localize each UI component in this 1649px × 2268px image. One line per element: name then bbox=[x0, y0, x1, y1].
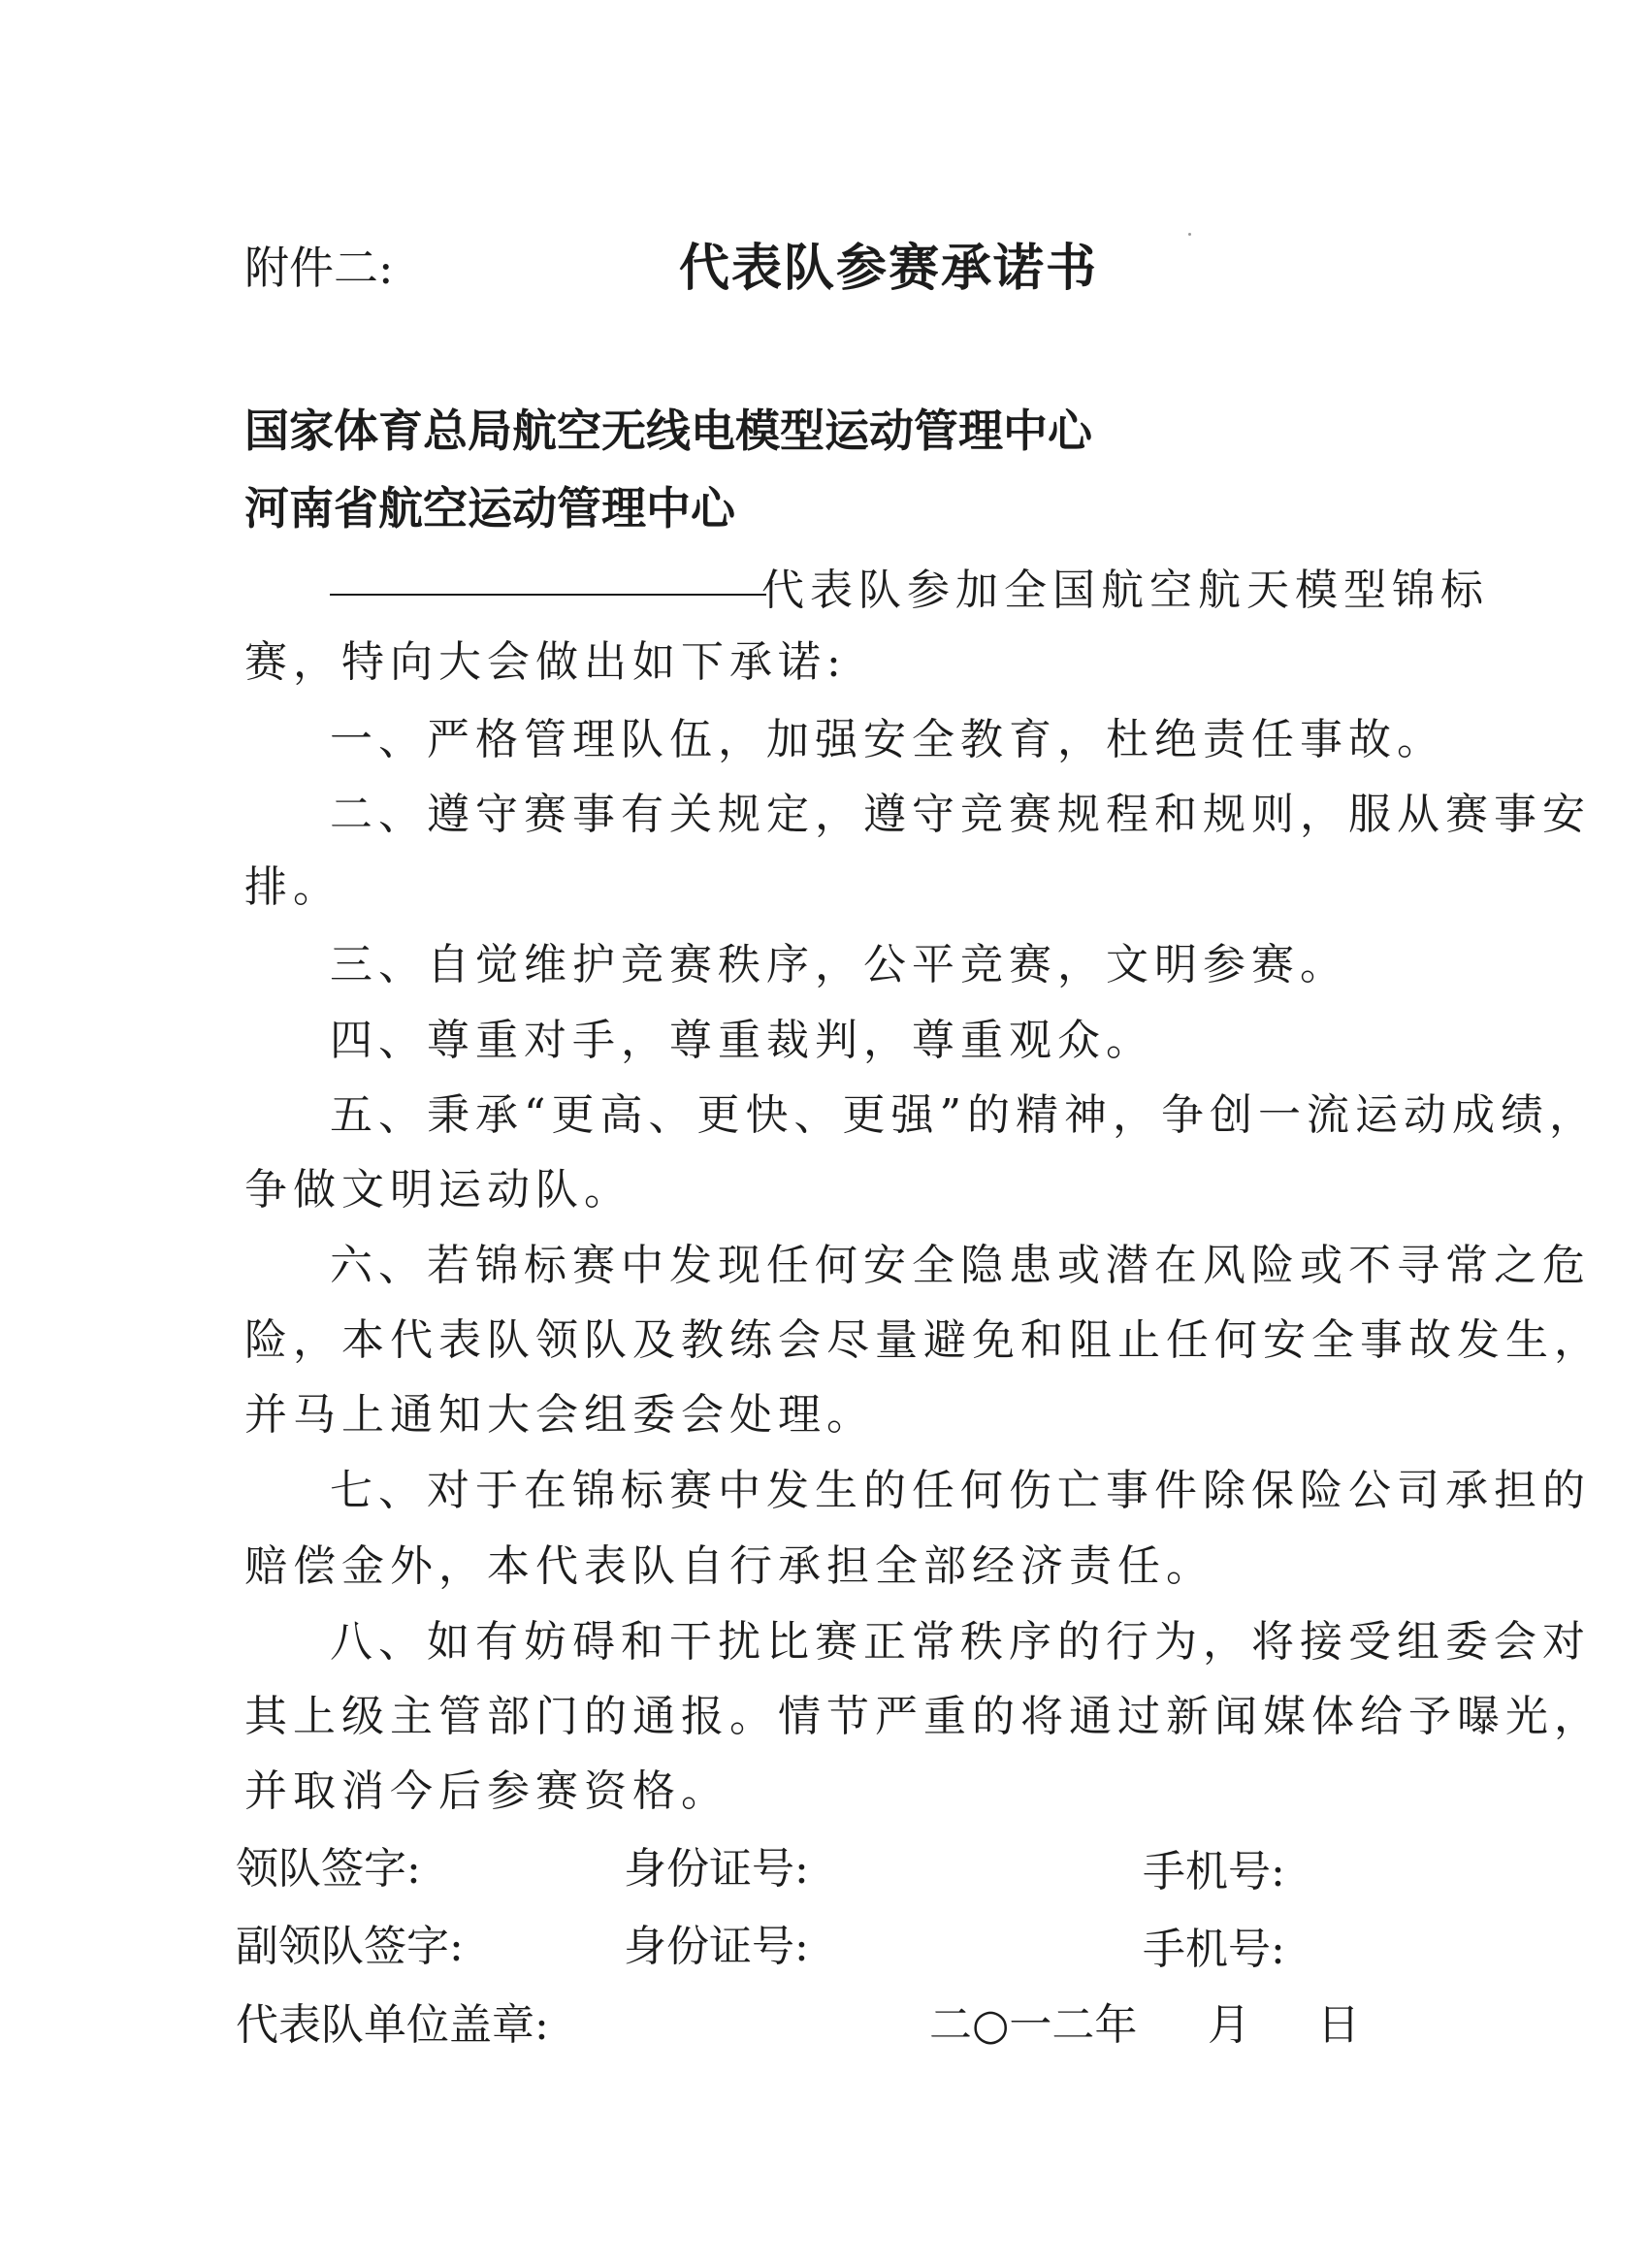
promise-item-1: 一、严格管理队伍，加强安全教育，杜绝责任事故。 bbox=[330, 715, 1445, 764]
addressee-2: 河南省航空运动管理中心 bbox=[244, 482, 735, 535]
deputy-id-label: 身份证号: bbox=[624, 1922, 809, 1971]
promise-item-6-cont: 并马上通知大会组委会处理。 bbox=[244, 1390, 875, 1440]
promise-item-6: 六、若锦标赛中发现任何安全隐患或潜在风险或不寻常之危 bbox=[330, 1241, 1591, 1290]
leader-id-label: 身份证号: bbox=[624, 1844, 809, 1894]
body-line: 赛，特向大会做出如下承诺: bbox=[244, 637, 847, 687]
promise-item-5: 五、秉承“更高、更快、更强”的精神，争创一流运动成绩， bbox=[330, 1090, 1598, 1140]
date-year: 二○一二年 bbox=[929, 2000, 1138, 2050]
promise-item-2: 二、遵守赛事有关规定，遵守竞赛规程和规则，服从赛事安 bbox=[330, 790, 1591, 839]
deputy-phone-label: 手机号: bbox=[1143, 1925, 1285, 1974]
promise-item-5-cont: 争做文明运动队。 bbox=[244, 1165, 632, 1215]
attachment-label: 附件二: bbox=[244, 242, 394, 294]
leader-phone-label: 手机号: bbox=[1143, 1847, 1285, 1896]
promise-item-3: 三、自觉维护竞赛秩序，公平竞赛，文明参赛。 bbox=[330, 940, 1348, 989]
date-month: 月 bbox=[1208, 2000, 1250, 2050]
promise-item-7-cont: 赔偿金外，本代表队自行承担全部经济责任。 bbox=[244, 1541, 1214, 1591]
date-day: 日 bbox=[1317, 2000, 1360, 2050]
leader-signature-label: 领队签字: bbox=[236, 1844, 421, 1894]
promise-item-8: 八、如有妨碍和干扰比赛正常秩序的行为，将接受组委会对 bbox=[330, 1617, 1591, 1667]
promise-item-2-cont: 排。 bbox=[244, 862, 341, 912]
team-name-blank bbox=[330, 594, 766, 596]
deputy-signature-label: 副领队签字: bbox=[236, 1922, 464, 1971]
addressee-1: 国家体育总局航空无线电模型运动管理中心 bbox=[244, 405, 1092, 457]
promise-item-7: 七、对于在锦标赛中发生的任何伤亡事件除保险公司承担的 bbox=[330, 1466, 1591, 1515]
scan-speck bbox=[1188, 233, 1191, 236]
seal-label: 代表队单位盖章: bbox=[236, 2000, 549, 2050]
promise-item-8-cont: 其上级主管部门的通报。情节严重的将通过新闻媒体给予曝光， bbox=[244, 1692, 1602, 1741]
promise-item-8-cont: 并取消今后参赛资格。 bbox=[244, 1766, 729, 1816]
promise-item-4: 四、尊重对手，尊重裁判，尊重观众。 bbox=[330, 1016, 1154, 1065]
document-title: 代表队参赛承诺书 bbox=[679, 239, 1099, 298]
body-line: 代表队参加全国航空航天模型锦标 bbox=[761, 566, 1489, 615]
promise-item-6-cont: 险，本代表队领队及教练会尽量避免和阻止任何安全事故发生， bbox=[244, 1315, 1602, 1365]
